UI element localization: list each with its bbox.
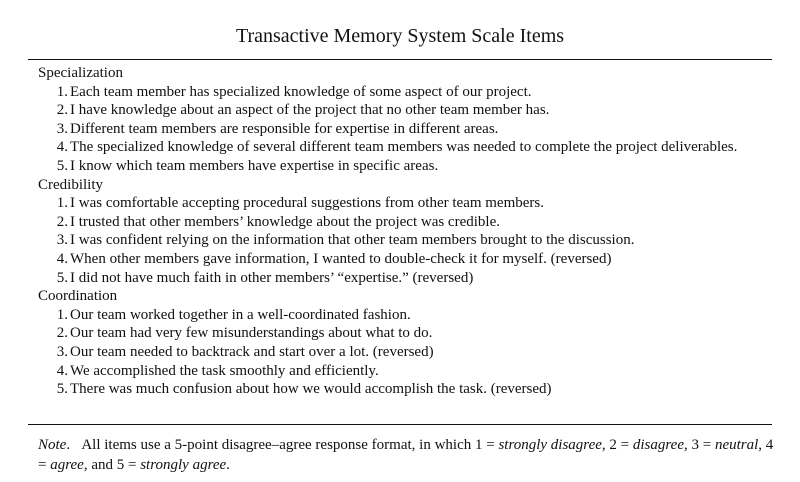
item-text: I was confident relying on the information that other team members brought to the discussion. xyxy=(70,232,635,249)
item-text: The specialized knowledge of several different team members was needed to complete the project deliverables. xyxy=(70,139,738,156)
list-item xyxy=(38,213,770,232)
item-text: I trusted that other members’ knowledge about the project was credible. xyxy=(70,213,500,230)
list-item xyxy=(38,157,770,176)
list-item xyxy=(38,231,770,250)
item-text: I did not have much faith in other members’ “expertise.” (reversed) xyxy=(70,269,474,286)
list-item xyxy=(38,250,770,269)
list-item xyxy=(38,380,770,399)
section-coordination xyxy=(38,287,770,399)
note-emphasis: neutral xyxy=(714,437,759,453)
list-item xyxy=(38,362,770,381)
item-text: Each team member has specialized knowledge of some aspect of our project. xyxy=(70,83,532,100)
item-number: 4. xyxy=(56,362,68,379)
section-heading: Credibility xyxy=(38,176,103,193)
table-body xyxy=(38,64,770,399)
section-specialization xyxy=(38,64,770,176)
item-number: 4. xyxy=(56,250,68,267)
item-text: I was comfortable accepting procedural suggestions from other team members. xyxy=(70,195,545,212)
top-rule xyxy=(28,59,772,60)
item-number: 2. xyxy=(56,102,68,119)
list-item xyxy=(38,324,770,343)
note-label: Note xyxy=(38,437,67,453)
list-item xyxy=(38,83,770,102)
table-title: Transactive Memory System Scale Items xyxy=(235,25,565,47)
item-text: Our team needed to backtrack and start over a lot. (reversed) xyxy=(70,343,434,360)
list-item xyxy=(38,306,770,325)
note-emphasis: strongly agree xyxy=(140,457,227,473)
item-text: I have knowledge about an aspect of the project that no other team member has. xyxy=(70,102,550,119)
item-number: 5. xyxy=(56,381,68,398)
item-text: Different team members are responsible for expertise in different areas. xyxy=(70,120,499,137)
section-heading: Specialization xyxy=(38,65,123,81)
item-number: 5. xyxy=(56,157,68,174)
note-text: , 2 = xyxy=(601,437,633,453)
note-text: , 4 = xyxy=(38,437,774,473)
item-number: 3. xyxy=(56,232,68,249)
item-text: When other members gave information, I wanted to double-check it for myself. (reversed) xyxy=(70,250,612,267)
list-item xyxy=(38,269,770,288)
list-item xyxy=(38,138,770,157)
item-text: Our team had very few misunderstandings about what to do. xyxy=(70,325,433,342)
note-text: All items use a 5-point disagree–agree response format, in which 1 = xyxy=(81,437,499,453)
item-number: 1. xyxy=(56,195,68,212)
item-number: 1. xyxy=(56,306,68,323)
item-text: There was much confusion about how we would accomplish the task. (reversed) xyxy=(70,381,552,398)
table-note: Note. All items use a 5-point disagree–agree response format, in which 1 = strongly disagree, 2 = disagree, 3 = neutral, 4 = agree, and 5 = strongly agree. xyxy=(38,437,774,473)
item-number: 2. xyxy=(56,325,68,342)
note-text: . xyxy=(226,457,230,473)
item-number: 5. xyxy=(56,269,68,286)
item-text: Our team worked together in a well-coordinated fashion. xyxy=(70,306,411,323)
list-item xyxy=(38,120,770,139)
note-emphasis: disagree xyxy=(632,437,684,453)
bottom-rule xyxy=(28,424,772,425)
list-item xyxy=(38,101,770,120)
note-text: , and 5 = xyxy=(83,457,141,473)
section-credibility xyxy=(38,176,770,288)
item-number: 3. xyxy=(56,120,68,137)
note-emphasis: agree xyxy=(50,457,84,473)
note-emphasis: strongly disagree xyxy=(498,437,602,453)
item-number: 1. xyxy=(56,83,68,100)
section-heading: Coordination xyxy=(38,288,118,305)
list-item xyxy=(38,194,770,213)
item-text: We accomplished the task smoothly and efficiently. xyxy=(70,362,379,379)
item-number: 4. xyxy=(56,139,68,156)
item-number: 3. xyxy=(56,343,68,360)
item-number: 2. xyxy=(56,213,68,230)
item-text: I know which team members have expertise in specific areas. xyxy=(70,157,439,174)
list-item xyxy=(38,343,770,362)
note-text: , 3 = xyxy=(683,437,715,453)
